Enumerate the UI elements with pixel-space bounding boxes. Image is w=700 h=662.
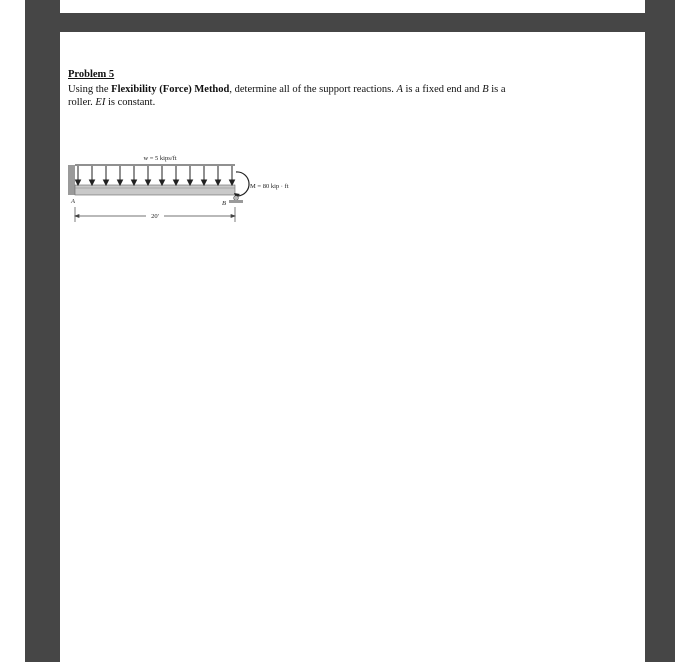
problem-title: Problem 5 [68,69,115,80]
previous-page-bottom [60,0,645,13]
moment-label: M = 80 kip · ft [250,183,289,190]
load-label: w = 5 kips/ft [143,155,177,162]
span-label: 20' [151,213,159,220]
support-b-label: B [222,200,226,207]
distributed-load-arrows [76,166,235,185]
beam [75,185,235,195]
fixed-wall-a [68,165,75,195]
problem-statement: Using the Flexibility (Force) Method, determine all of the support reactions. A is a fixed end and B is a roller. EI is constant. [68,84,506,108]
support-a-label: A [71,198,75,205]
beam-diagram [68,116,328,220]
moment-arc [236,172,249,196]
